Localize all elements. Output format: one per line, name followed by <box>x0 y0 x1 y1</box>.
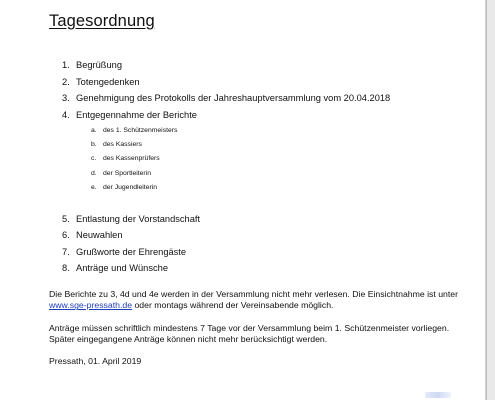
reports-note-text-end: oder montags während der Vereinsabende möglich. <box>132 300 334 311</box>
faint-page-mark <box>425 392 451 398</box>
agenda-text: Entlastung der Vorstandschaft <box>76 213 201 224</box>
agenda-item-1 <box>49 57 479 74</box>
agenda-text: Entgegennahme der Berichte <box>76 109 197 120</box>
agenda-number: 6. <box>62 230 70 241</box>
agenda-text: Begrüßung <box>76 60 122 70</box>
subitem-text: des Kassiers <box>103 141 142 149</box>
subitem-text: der Jugendleiterin <box>103 183 158 191</box>
agenda-number: 3. <box>62 93 70 103</box>
agenda-number: 7. <box>62 246 70 257</box>
subitem-text: der Sportleiterin <box>103 169 151 177</box>
agenda-text: Neuwahlen <box>76 230 123 241</box>
subitem-b <box>49 138 479 152</box>
subitem-c <box>49 152 479 166</box>
agenda-list <box>49 57 479 277</box>
subitem-e <box>49 181 479 195</box>
subitem-text: des Kassenprüfers <box>103 155 160 163</box>
document-title: Tagesordnung <box>49 12 155 30</box>
agenda-text: Totengedenken <box>76 76 140 87</box>
agenda-item-7 <box>49 244 479 261</box>
agenda-number: 1. <box>62 60 70 70</box>
subitem-letter: d. <box>91 169 97 177</box>
subitem-letter: e. <box>91 183 97 191</box>
subitem-d <box>49 167 479 181</box>
motions-note <box>49 323 459 346</box>
agenda-item-5 <box>49 211 479 228</box>
agenda-item-6 <box>49 227 479 244</box>
notes-section <box>49 289 459 378</box>
motions-note-line2: Später eingegangene Anträge können nicht mehr berücksichtigt werden. <box>49 333 328 344</box>
website-link[interactable]: www.sge-pressath.de <box>49 300 133 311</box>
subitem-letter: a. <box>91 127 97 134</box>
agenda-text: Grußworte der Ehrengäste <box>76 246 187 257</box>
reports-note-text: Die Berichte zu 3, 4d und 4e werden in der Versammlung nicht mehr verlesen. Die Einsichtnahme ist unter <box>49 289 459 299</box>
agenda-item-8 <box>49 260 479 277</box>
motions-note-line1: Anträge müssen schriftlich mindestens 7 Tage vor der Versammlung beim 1. Schützenmeister vorliegen. <box>49 322 450 333</box>
agenda-number: 8. <box>62 263 70 274</box>
agenda-text: Genehmigung des Protokolls der Jahreshauptversammlung vom 20.04.2018 <box>76 93 391 103</box>
agenda-item-4 <box>49 107 479 124</box>
agenda-text: Anträge und Wünsche <box>76 263 168 274</box>
date-signature: Pressath, 01. April 2019 <box>49 356 142 367</box>
reports-note <box>49 289 459 312</box>
agenda-number: 4. <box>62 109 70 120</box>
window-edge <box>486 0 495 400</box>
subitem-a <box>49 124 479 138</box>
agenda-item-2 <box>49 74 479 91</box>
subitem-letter: c. <box>91 155 97 163</box>
report-subitems <box>49 124 479 195</box>
agenda-number: 2. <box>62 76 70 87</box>
subitem-text: des 1. Schützenmeisters <box>103 127 178 134</box>
agenda-item-3 <box>49 90 479 107</box>
subitem-letter: b. <box>91 141 97 149</box>
agenda-number: 5. <box>62 213 70 224</box>
